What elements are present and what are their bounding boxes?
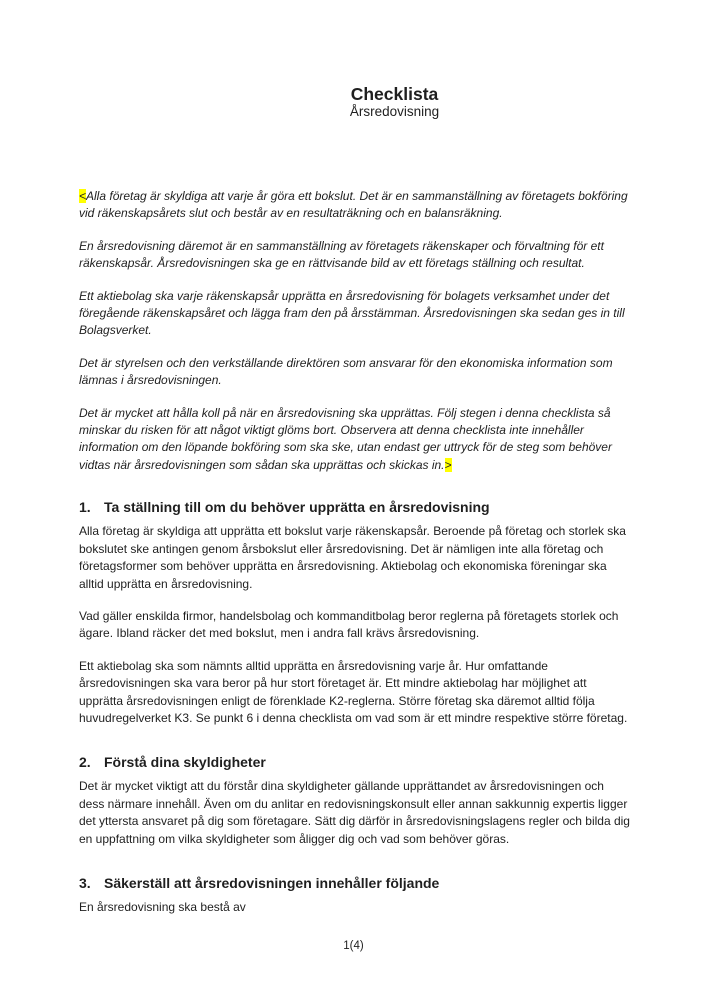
section-3-paragraph-1: En årsredovisning ska bestå av — [79, 899, 246, 914]
highlight-open-marker: < — [79, 189, 87, 203]
section-1-heading-text: Ta ställning till om du behöver upprätta en årsredovisning — [104, 499, 490, 516]
section-2-paragraph-1: Det är mycket viktigt att du förstår dina skyldigheter gällande upprättandet av årsredovisningen och dess närmare innehåll. Även om du anlitar en redovisningskonsult eller annan sakkunnig expertis ligger det yttersta ansvaret på dig som företagare. Sätt dig därför in årsredovisningslagens regler och bilda dig en uppfattning om vilka skyldigheter som åligger dig och vad som behöver göras. — [79, 779, 630, 846]
document-subtitle: Årsredovisning — [349, 104, 440, 119]
section-1 — [79, 498, 631, 727]
section-1-paragraph-3: Ett aktiebolag ska som nämnts alltid upprätta en årsredovisning varje år. Hur omfattande årsredovisningen ska vara beror på hur stort företaget är. Ett mindre aktiebolag har möjlighet att upprätta årsredovisningen enligt de förenklade K2-reglerna. Större företag ska däremot alltid följa huvudregelverket K3. Se punkt 6 i denna checklista om vad som är ett mindre respektive större företag. — [79, 658, 628, 725]
document-title: Checklista — [350, 84, 439, 104]
section-3-heading — [79, 874, 631, 892]
section-1-paragraph-1: Alla företag är skyldiga att upprätta ett bokslut varje räkenskapsår. Beroende på företag och storlek ska bokslutet ske antingen genom årsbokslut eller årsredovisning. Det är nämligen inte alla företag och företagsformer som behöver upprätta en årsredovisning. Aktiebolag och ekonomiska föreningar ska alltid upprätta en årsredovisning. — [79, 524, 626, 591]
highlight-close-marker: > — [444, 457, 452, 472]
section-1-heading — [79, 498, 631, 516]
intro-paragraph-3: Ett aktiebolag ska varje räkenskapsår upprätta en årsredovisning för bolagets verksamhet under det föregående räkenskapsåret och lägga fram den på årsstämman. Årsredovisningen ska sedan ges in till Bolagsverket. — [79, 288, 625, 338]
page-number: 1(4) — [343, 940, 364, 952]
section-1-paragraph-2: Vad gäller enskilda firmor, handelsbolag och kommanditbolag beror reglerna på företagets storlek och ägare. Ibland räcker det med bokslut, men i andra fall krävs årsredovisning. — [79, 608, 619, 641]
section-2 — [79, 753, 631, 848]
title-block — [41, 0, 707, 120]
section-2-heading — [79, 753, 631, 771]
intro-section — [79, 188, 631, 474]
section-2-heading-text: Förstå dina skyldigheter — [104, 754, 266, 771]
section-2-number: 2. — [79, 754, 91, 771]
section-1-number: 1. — [79, 499, 91, 516]
intro-paragraph-5-text: Det är mycket att hålla koll på när en årsredovisning ska upprättas. Följ stegen i denna checklista så minskar du risken för att något viktigt glöms bort. Observera att denna checklista inte innehåller information om den löpande bokföring som ska ske, utan endast ger uttryck för de steg som behöver vidtas när årsredovisningen som sådan ska upprättas och skickas in. — [79, 405, 612, 472]
intro-paragraph-4: Det är styrelsen och den verkställande direktören som ansvarar för den ekonomiska information som lämnas i årsredovisningen. — [79, 355, 613, 388]
intro-paragraph-1-text: Alla företag är skyldiga att varje år göra ett bokslut. Det är en sammanställning av företagets bokföring vid räkenskapsårets slut och består av en resultaträkning och en balansräkning. — [79, 189, 628, 221]
intro-paragraph-1 — [79, 188, 631, 223]
document-body — [79, 188, 631, 931]
intro-paragraph-5 — [79, 405, 631, 475]
section-3-heading-text: Säkerställ att årsredovisningen innehåller följande — [104, 874, 440, 891]
intro-paragraph-2: En årsredovisning däremot är en sammanställning av företagets räkenskaper och förvaltning för ett räkenskapsår. Årsredovisningen ska ge en rättvisande bild av ett företags ställning och resultat. — [79, 238, 604, 271]
section-3-number: 3. — [79, 874, 91, 891]
section-3 — [79, 874, 631, 916]
